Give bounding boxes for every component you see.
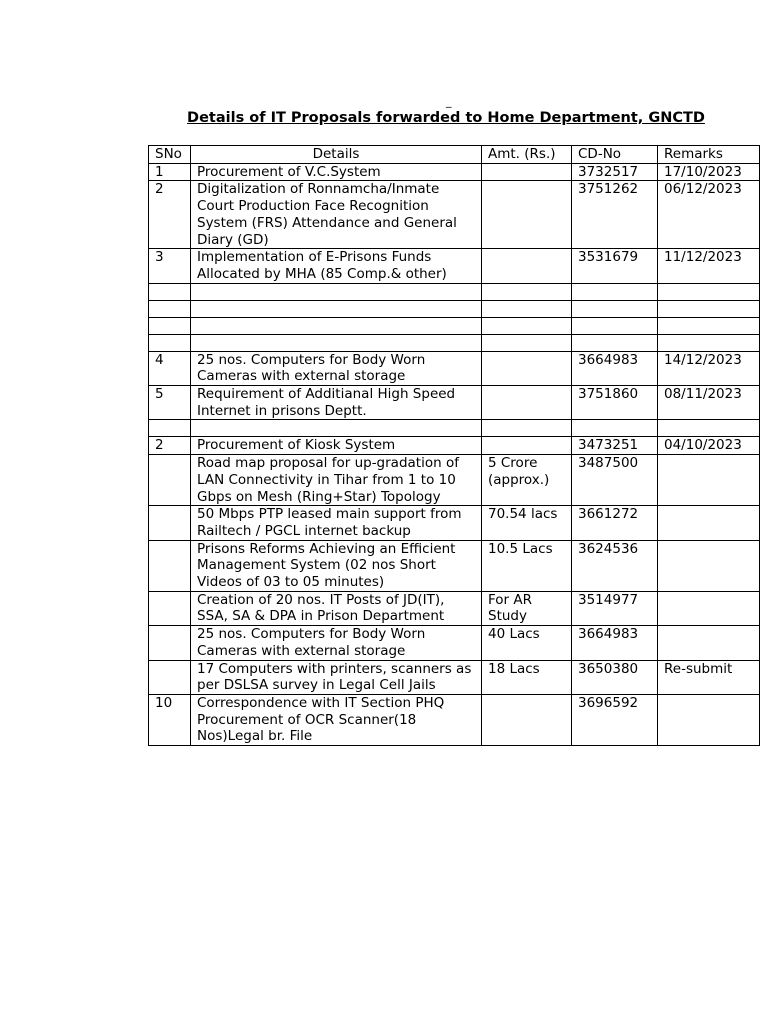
cell-details: Road map proposal for up-gradation of LAN Connectivity in Tihar from 1 to 10 Gbps on Mesh (Ring+Star) Topology: [191, 455, 482, 506]
table-row: [149, 181, 760, 249]
cell-cd-no: 3751262: [572, 181, 658, 249]
cell-sno: 5: [149, 386, 191, 420]
table-row: [149, 334, 760, 351]
table-row: [149, 300, 760, 317]
cell-details: Requirement of Additianal High Speed Internet in prisons Deptt.: [191, 386, 482, 420]
table-row: [149, 351, 760, 385]
cell-sno: [149, 300, 191, 317]
table-row: [149, 506, 760, 540]
cell-details: 50 Mbps PTP leased main support from Railtech / PGCL internet backup: [191, 506, 482, 540]
table-row: [149, 626, 760, 660]
cell-sno: 1: [149, 163, 191, 181]
cell-sno: [149, 334, 191, 351]
cell-remarks: [658, 694, 760, 745]
cell-remarks: [658, 626, 760, 660]
cell-details: [191, 334, 482, 351]
cell-sno: [149, 420, 191, 437]
proposals-table: [148, 145, 760, 746]
column-header-amount: Amt. (Rs.): [482, 146, 572, 164]
cell-amount: [482, 163, 572, 181]
cell-remarks: 14/12/2023: [658, 351, 760, 385]
cell-amount: 10.5 Lacs: [482, 540, 572, 591]
cell-cd-no: [572, 317, 658, 334]
cell-remarks: 04/10/2023: [658, 437, 760, 455]
cell-cd-no: 3751860: [572, 386, 658, 420]
cell-amount: [482, 249, 572, 283]
cell-cd-no: [572, 334, 658, 351]
cell-cd-no: 3732517: [572, 163, 658, 181]
cell-sno: 2: [149, 437, 191, 455]
cell-remarks: 11/12/2023: [658, 249, 760, 283]
cell-remarks: [658, 300, 760, 317]
table-row: [149, 317, 760, 334]
cell-details: Implementation of E-Prisons Funds Allocated by MHA (85 Comp.& other): [191, 249, 482, 283]
cell-cd-no: 3531679: [572, 249, 658, 283]
cell-amount: 70.54 lacs: [482, 506, 572, 540]
cell-cd-no: [572, 420, 658, 437]
cell-sno: [149, 283, 191, 300]
cell-details: [191, 317, 482, 334]
table-row: [149, 437, 760, 455]
stray-mark: _: [446, 95, 452, 108]
cell-sno: [149, 660, 191, 694]
cell-sno: 4: [149, 351, 191, 385]
cell-sno: [149, 455, 191, 506]
table-row: [149, 540, 760, 591]
cell-amount: [482, 317, 572, 334]
cell-amount: [482, 334, 572, 351]
cell-remarks: 06/12/2023: [658, 181, 760, 249]
cell-cd-no: 3664983: [572, 626, 658, 660]
column-header-details: Details: [191, 146, 482, 164]
cell-sno: [149, 540, 191, 591]
cell-sno: [149, 317, 191, 334]
cell-remarks: 08/11/2023: [658, 386, 760, 420]
cell-cd-no: 3514977: [572, 591, 658, 625]
cell-details: Digitalization of Ronnamcha/Inmate Court Production Face Recognition System (FRS) Attendance and General Diary (GD): [191, 181, 482, 249]
table-row: [149, 455, 760, 506]
cell-remarks: [658, 455, 760, 506]
table-row: [149, 591, 760, 625]
cell-remarks: Re-submit: [658, 660, 760, 694]
cell-details: Procurement of Kiosk System: [191, 437, 482, 455]
cell-sno: [149, 506, 191, 540]
table-row: [149, 386, 760, 420]
cell-sno: 2: [149, 181, 191, 249]
cell-remarks: 17/10/2023: [658, 163, 760, 181]
cell-sno: [149, 626, 191, 660]
cell-remarks: [658, 317, 760, 334]
cell-amount: [482, 351, 572, 385]
cell-details: [191, 283, 482, 300]
column-header-remarks: Remarks: [658, 146, 760, 164]
cell-cd-no: [572, 300, 658, 317]
cell-details: Procurement of V.C.System: [191, 163, 482, 181]
cell-details: [191, 420, 482, 437]
cell-amount: [482, 420, 572, 437]
cell-amount: 40 Lacs: [482, 626, 572, 660]
cell-remarks: [658, 334, 760, 351]
cell-cd-no: 3650380: [572, 660, 658, 694]
table-row: [149, 420, 760, 437]
table-row: [149, 660, 760, 694]
table-row: [149, 694, 760, 745]
cell-cd-no: 3473251: [572, 437, 658, 455]
cell-remarks: [658, 540, 760, 591]
cell-amount: [482, 386, 572, 420]
cell-details: Prisons Reforms Achieving an Efficient Management System (02 nos Short Videos of 03 to 05 minutes): [191, 540, 482, 591]
cell-details: 25 nos. Computers for Body Worn Cameras with external storage: [191, 626, 482, 660]
cell-details: [191, 300, 482, 317]
cell-remarks: [658, 420, 760, 437]
cell-sno: [149, 591, 191, 625]
cell-cd-no: 3487500: [572, 455, 658, 506]
cell-details: 25 nos. Computers for Body Worn Cameras with external storage: [191, 351, 482, 385]
cell-amount: 18 Lacs: [482, 660, 572, 694]
table-row: [149, 249, 760, 283]
column-header-cd-no: CD-No: [572, 146, 658, 164]
cell-cd-no: 3624536: [572, 540, 658, 591]
table-header-row: [149, 146, 760, 164]
cell-amount: [482, 300, 572, 317]
cell-details: Creation of 20 nos. IT Posts of JD(IT), SSA, SA & DPA in Prison Department: [191, 591, 482, 625]
cell-amount: [482, 181, 572, 249]
column-header-sno: SNo: [149, 146, 191, 164]
cell-details: 17 Computers with printers, scanners as per DSLSA survey in Legal Cell Jails: [191, 660, 482, 694]
table-body: [149, 163, 760, 745]
cell-amount: For AR Study: [482, 591, 572, 625]
cell-cd-no: 3661272: [572, 506, 658, 540]
cell-remarks: [658, 283, 760, 300]
cell-cd-no: 3664983: [572, 351, 658, 385]
cell-remarks: [658, 506, 760, 540]
table-row: [149, 163, 760, 181]
cell-amount: [482, 283, 572, 300]
cell-sno: 3: [149, 249, 191, 283]
cell-remarks: [658, 591, 760, 625]
document-title: Details of IT Proposals forwarded to Home Department, GNCTD: [187, 110, 705, 126]
cell-sno: 10: [149, 694, 191, 745]
cell-details: Correspondence with IT Section PHQ Procurement of OCR Scanner(18 Nos)Legal br. File: [191, 694, 482, 745]
cell-amount: [482, 694, 572, 745]
table-row: [149, 283, 760, 300]
cell-cd-no: [572, 283, 658, 300]
cell-amount: 5 Crore (approx.): [482, 455, 572, 506]
cell-cd-no: 3696592: [572, 694, 658, 745]
cell-amount: [482, 437, 572, 455]
